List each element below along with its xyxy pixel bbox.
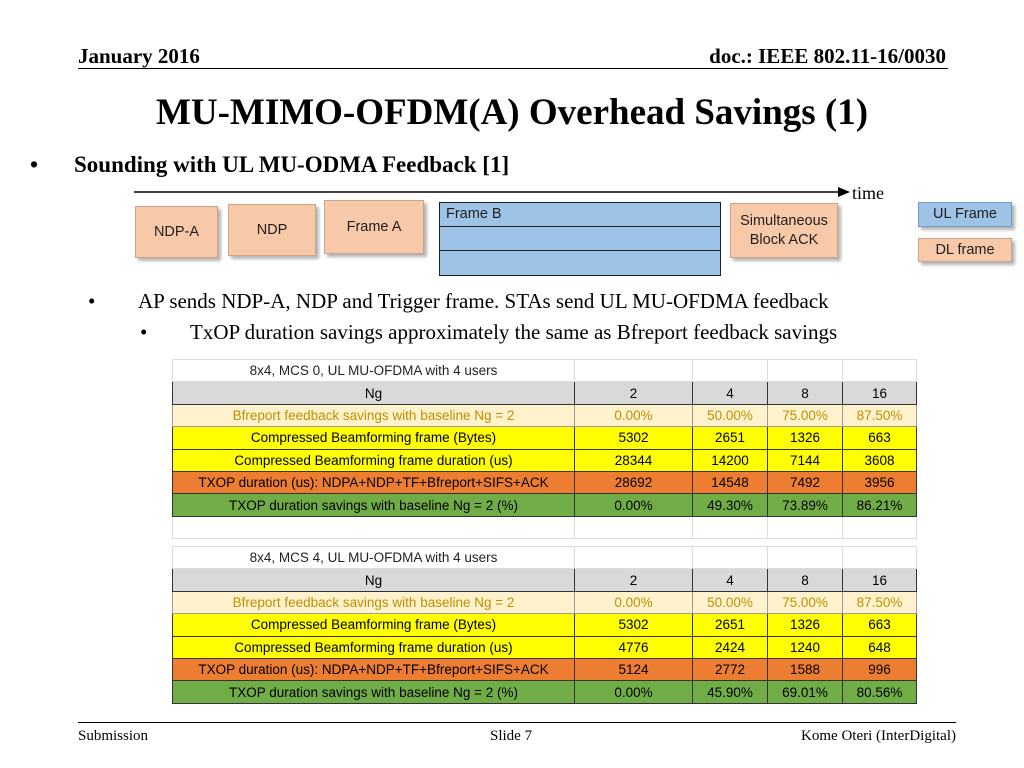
row-label: Compressed Beamforming frame duration (us): [173, 636, 575, 658]
header-doc-id: doc.: IEEE 802.11-16/0030: [709, 44, 946, 68]
cell: 2: [575, 382, 693, 404]
cell: 86.21%: [843, 494, 917, 516]
cell: 28344: [575, 449, 693, 471]
frame-ndp-a: NDP-A: [135, 206, 218, 258]
row-label: Compressed Beamforming frame (Bytes): [173, 614, 575, 636]
cell: 4776: [575, 636, 693, 658]
legend-dl-frame: DL frame: [918, 238, 1012, 262]
cell: 5302: [575, 614, 693, 636]
table-caption-row: [173, 360, 917, 382]
cell: 2772: [693, 658, 768, 680]
main-bullet-text: Sounding with UL MU-ODMA Feedback [1]: [74, 152, 510, 177]
row-label: TXOP duration savings with baseline Ng = 2 (%): [173, 681, 575, 703]
cell: 0.00%: [575, 494, 693, 516]
table-caption: 8x4, MCS 4, UL MU-OFDMA with 4 users: [173, 547, 575, 569]
cell: 648: [843, 636, 917, 658]
cell: 75.00%: [768, 404, 843, 426]
cell: 0.00%: [575, 404, 693, 426]
cell: 2424: [693, 636, 768, 658]
cell: 1240: [768, 636, 843, 658]
cell: 0.00%: [575, 681, 693, 703]
cell: 2651: [693, 427, 768, 449]
footer-slide-number: Slide 7: [490, 728, 533, 744]
time-arrow: [130, 184, 860, 200]
cell: 0.00%: [575, 591, 693, 613]
table-mcs4: [172, 546, 917, 704]
time-label: time: [852, 183, 884, 203]
row-label: Bfreport feedback savings with baseline Ng = 2: [173, 591, 575, 613]
sub-bullet-2: TxOP duration savings approximately the same as Bfreport feedback savings: [190, 320, 838, 344]
frame-b-slot-3: [440, 251, 720, 275]
table-row: [173, 404, 917, 426]
cell: 8: [768, 382, 843, 404]
row-label: Compressed Beamforming frame duration (us): [173, 449, 575, 471]
cell: 14548: [693, 471, 768, 493]
cell: 3608: [843, 449, 917, 471]
cell: 1588: [768, 658, 843, 680]
frame-block-ack: Simultaneous Block ACK: [730, 203, 838, 258]
main-bullet: [30, 152, 509, 178]
row-label: TXOP duration (us): NDPA+NDP+TF+Bfreport+SIFS+ACK: [173, 658, 575, 680]
cell: 1326: [768, 614, 843, 636]
table-row: [173, 614, 917, 636]
cell: 7144: [768, 449, 843, 471]
cell: 50.00%: [693, 591, 768, 613]
row-label: Ng: [173, 569, 575, 591]
frame-b-label: Frame B: [446, 206, 502, 222]
legend-ul-frame: UL Frame: [918, 202, 1012, 227]
table-row: [173, 471, 917, 493]
table-row: [173, 636, 917, 658]
cell: 28692: [575, 471, 693, 493]
footer-submission: Submission: [78, 728, 149, 744]
cell: 996: [843, 658, 917, 680]
cell: 50.00%: [693, 404, 768, 426]
cell: 8: [768, 569, 843, 591]
cell: 73.89%: [768, 494, 843, 516]
cell: 4: [693, 382, 768, 404]
frame-b-block: [439, 202, 721, 276]
table-row: [173, 658, 917, 680]
footer-rule: [78, 722, 956, 723]
frame-ndp: NDP: [228, 204, 316, 256]
cell: 75.00%: [768, 591, 843, 613]
sub-bullet-1: AP sends NDP-A, NDP and Trigger frame. STAs send UL MU-OFDMA feedback: [138, 289, 829, 313]
bullet-marker: •: [30, 152, 39, 177]
cell: 4: [693, 569, 768, 591]
table-row: [173, 591, 917, 613]
cell: 87.50%: [843, 404, 917, 426]
row-label: TXOP duration (us): NDPA+NDP+TF+Bfreport+SIFS+ACK: [173, 471, 575, 493]
frame-a: Frame A: [324, 200, 424, 254]
sub-bullet-marker-1: •: [88, 289, 96, 313]
table-row: [173, 427, 917, 449]
sub-bullet-marker-2: •: [140, 320, 148, 344]
row-label: TXOP duration savings with baseline Ng = 2 (%): [173, 494, 575, 516]
cell: 1326: [768, 427, 843, 449]
cell: 5302: [575, 427, 693, 449]
cell: 16: [843, 569, 917, 591]
cell: 3956: [843, 471, 917, 493]
row-label: Compressed Beamforming frame (Bytes): [173, 427, 575, 449]
table-mcs0: [172, 359, 917, 539]
row-label: Bfreport feedback savings with baseline Ng = 2: [173, 404, 575, 426]
cell: 87.50%: [843, 591, 917, 613]
table-row: [173, 382, 917, 404]
cell: 14200: [693, 449, 768, 471]
table-row: [173, 449, 917, 471]
footer-author: Kome Oteri (InterDigital): [801, 728, 956, 744]
cell: 16: [843, 382, 917, 404]
cell: 2: [575, 569, 693, 591]
table-caption-row: [173, 547, 917, 569]
cell: 45.90%: [693, 681, 768, 703]
cell: 2651: [693, 614, 768, 636]
header-rule: [78, 68, 948, 69]
table-row: [173, 494, 917, 516]
cell: 7492: [768, 471, 843, 493]
cell: 5124: [575, 658, 693, 680]
cell: 69.01%: [768, 681, 843, 703]
table-caption: 8x4, MCS 0, UL MU-OFDMA with 4 users: [173, 360, 575, 382]
header-date: January 2016: [78, 44, 200, 68]
slide-title: MU-MIMO-OFDM(A) Overhead Savings (1): [155, 92, 869, 133]
frame-b-slot-2: [440, 227, 720, 251]
cell: 663: [843, 427, 917, 449]
cell: 49.30%: [693, 494, 768, 516]
table-row: [173, 569, 917, 591]
row-label: Ng: [173, 382, 575, 404]
cell: 663: [843, 614, 917, 636]
table-spacer-row: [173, 516, 917, 538]
cell: 80.56%: [843, 681, 917, 703]
table-row: [173, 681, 917, 703]
